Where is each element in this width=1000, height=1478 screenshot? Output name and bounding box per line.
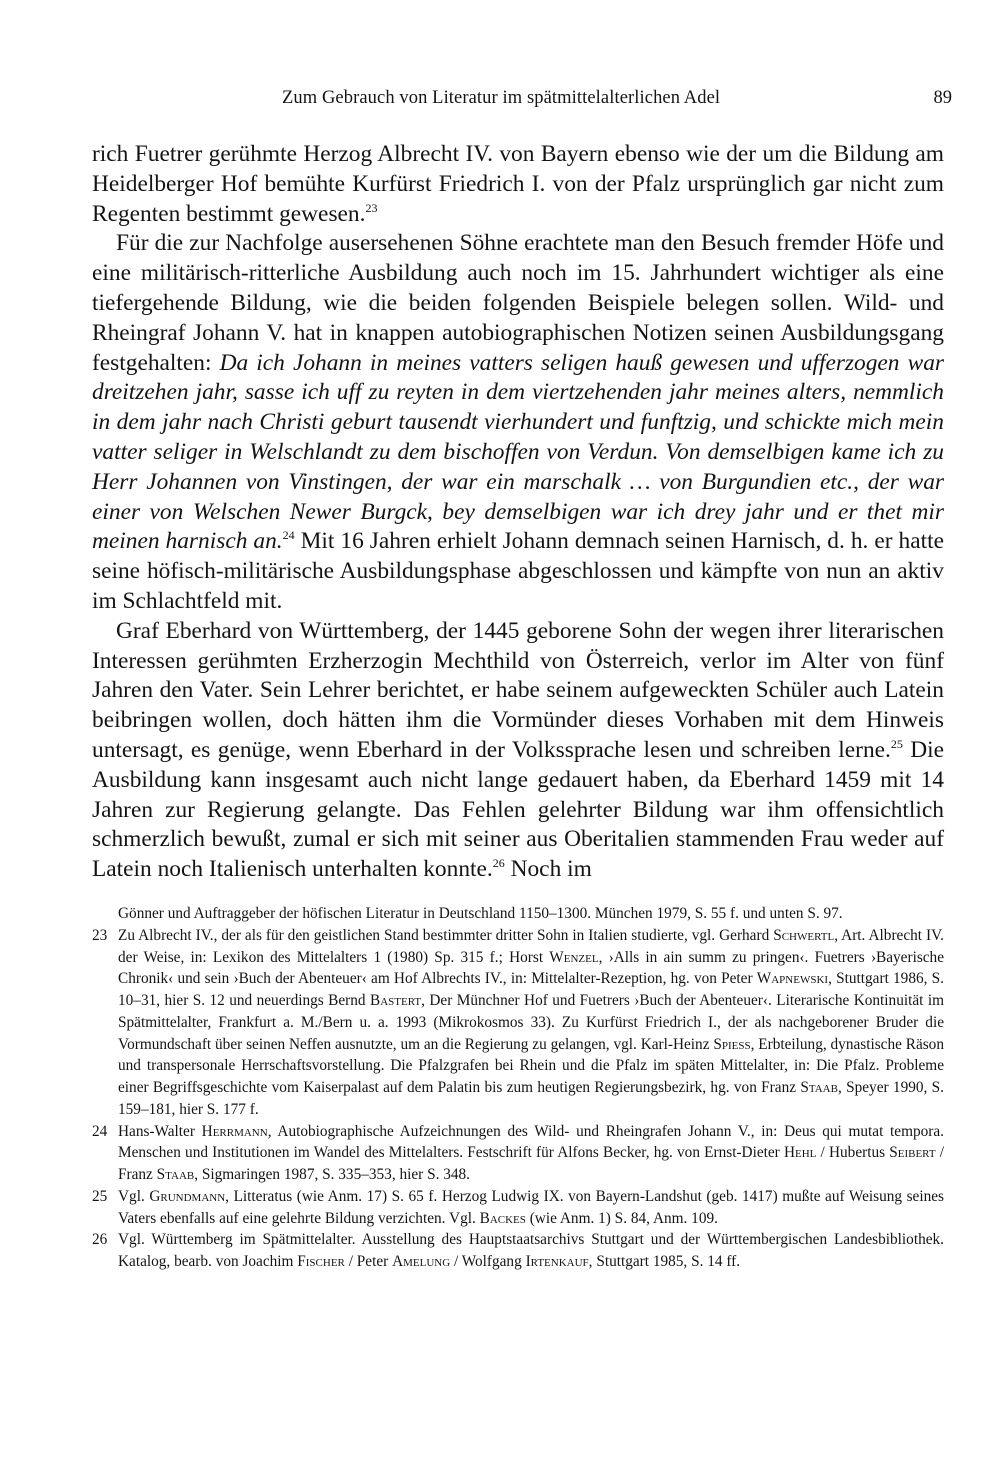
footnote-ref-25: 25: [890, 737, 903, 752]
footnote-text: Vgl. Württemberg im Spätmittelalter. Ausstellung des Hauptstaatsarchivs Stuttgart und der Württembergischen Landesbibliothek. Katalog, bearb. von Joachim Fischer / Peter Amelung / Wolfgang Irtenkauf, Stuttgart 1985, S. 14 ff.: [118, 1231, 944, 1270]
footnote-ref-24: 24: [282, 528, 295, 543]
paragraph-2-intro: Für die zur Nachfolge ausersehenen Söhne erachtete man den Besuch fremder Höfe und eine militärisch-ritterliche Ausbildung auch noch im 15. Jahrhundert wichtiger als eine tiefergehende Bildung, wie die beiden folgenden Beispiele belegen sollen. Wild- und Rheingraf Johann V. hat in knappen autobiographischen Notizen seinen Ausbildungsgang festgehalten:: [92, 230, 944, 376]
footnote-text: Hans-Walter Herrmann, Autobiographische Aufzeichnungen des Wild- und Rheingrafen Johann V., in: Deus qui mutat tempora. Menschen und Institutionen im Wandel des Mittelalters. Festschrift für Alfons Becker, hg. von Ernst-Dieter Hehl / Hubertus Seibert / Franz Staab, Sigmaringen 1987, S. 335–353, hier S. 348.: [118, 1122, 945, 1183]
author-name: Backes: [479, 1209, 526, 1227]
footnote-number: 25: [92, 1187, 108, 1205]
footnote-number: 24: [92, 1122, 108, 1140]
footnote-number: 23: [92, 926, 108, 944]
author-name: Amelung: [392, 1253, 451, 1270]
author-name: Herrmann: [201, 1122, 268, 1140]
footnote-25: [92, 1186, 944, 1230]
paragraph-1: [92, 140, 944, 229]
paragraph-3-part1: Graf Eberhard von Württemberg, der 1445 geborene Sohn der wegen ihrer literarischen Interessen gerühmten Erzherzogin Mechthild von Österreich, verlor im Alter von fünf Jahren den Vater. Sein Lehrer berichtet, er habe seinem aufgeweckten Schüler auch Latein beibringen wollen, doch hätten ihm die Vormünder dieses Vorhaben mit dem Hinweis untersagt, es genüge, wenn Eberhard in der Volkssprache lesen und schreiben lerne.: [92, 617, 944, 763]
footnote-ref-26: 26: [492, 856, 505, 871]
author-name: Grundmann: [149, 1187, 226, 1205]
footnote-24: [92, 1121, 944, 1186]
johann-quote: Da ich Johann in meines vatters seligen hauß gewesen und ufferzogen war dreitzehen jahr, sasse ich uff zu reyten in dem viertzehenden jahr meines alters, nemmlich in dem jahr nach Christi geburt tausendt vierhundert und funftzig, und schickte mich mein vatter seliger in Welschlandt zu dem bischoffen von Verdun. Von demselbigen kame ich zu Herr Johannen von Vinstingen, der war ein marschalk … von Burgundien etc., der war einer von Welschen Newer Burgck, bey demselbigen war ich drey jahr und er thet mir meinen harnisch an.: [92, 349, 944, 555]
author-name: Schwertl: [773, 926, 835, 944]
running-title: Zum Gebrauch von Literatur im spätmittelalterlichen Adel: [282, 88, 721, 108]
author-name: Wenzel: [549, 948, 599, 966]
author-name: Bastert: [370, 992, 422, 1009]
author-name: Staab: [156, 1166, 195, 1183]
paragraph-1-text: rich Fuetrer gerühmte Herzog Albrecht IV. von Bayern ebenso wie der um die Bildung am Heidelberger Hof bemühte Kurfürst Friedrich I. von der Pfalz ursprünglich gar nicht zum Regenten bestimmt gewesen.: [92, 141, 944, 227]
paragraph-3-part2: Die Ausbildung kann insgesamt auch nicht lange gedauert haben, da Eberhard 1459 mit 14 Jahren zur Regierung gelangte. Das Fehlen gelehrter Bildung war ihm offensichtlich schmerzlich bewußt, zumal er sich mit seiner aus Oberitalien stammenden Frau weder auf Latein noch Italienisch unterhalten konnte.: [92, 736, 945, 883]
author-name: Fischer: [297, 1253, 345, 1270]
author-name: Spiess: [713, 1035, 751, 1053]
footnote-text: Vgl. Grundmann, Litteratus (wie Anm. 17) S. 65 f. Herzog Ludwig IX. von Bayern-Landshut (geb. 1417) mußte auf Weisung seines Vaters ebenfalls auf eine gelehrte Bildung verzichten. Vgl. Backes (wie Anm. 1) S. 84, Anm. 109.: [118, 1187, 944, 1227]
footnote-23: [92, 925, 944, 1121]
footnote-text: Zu Albrecht IV., der als für den geistlichen Stand bestimmter dritter Sohn in Italien studierte, vgl. Gerhard Schwertl, Art. Albrecht IV. der Weise, in: Lexikon des Mittelalters 1 (1980) Sp. 315 f.; Horst Wenzel, ›Alls in ain summ zu pringen‹. Fuetrers ›Bayerische Chronik‹ und sein ›Buch der Abenteuer‹ am Hof Albrechts IV., in: Mittelalter-Rezeption, hg. von Peter Wapnewski, Stuttgart 1986, S. 10–31, hier S. 12 und neuerdings Bernd Bastert, Der Münchner Hof und Fuetrers ›Buch der Abenteuer‹. Literarische Kontinuität im Spätmittelalter, Frankfurt a. M./Bern u. a. 1993 (Mikrokosmos 33). Zu Kurfürst Friedrich I., der als nachgeborener Bruder die Vormundschaft über seinen Neffen ausnutzte, um an die Regierung zu gelangen, vgl. Karl-Heinz Spiess, Erbteilung, dynastische Räson und transpersonale Herrschaftsvorstellung. Die Pfalzgrafen bei Rhein und die Pfalz im späten Mittelalter, in: Die Pfalz. Probleme einer Begriffsgeschichte vom Kaiserpalast auf dem Palatin bis zum heutigen Regierungsbezirk, hg. von Franz Staab, Speyer 1990, S. 159–181, hier S. 177 f.: [118, 926, 945, 1118]
footnote-26: [92, 1229, 944, 1273]
author-name: Wapnewski: [756, 970, 829, 988]
paragraph-3: [92, 617, 944, 885]
paragraph-3-part3: Noch im: [504, 856, 592, 883]
footnote-continuation: Gönner und Auftraggeber der höfischen Literatur in Deutschland 1150–1300. München 1979, S. 55 f. und unten S. 97.: [118, 905, 843, 922]
footnote-number: 26: [92, 1231, 108, 1249]
author-name: Irtenkauf: [525, 1253, 589, 1270]
running-header: [92, 88, 962, 116]
paragraph-2: [92, 229, 944, 616]
author-name: Seibert: [889, 1144, 936, 1162]
footnotes: [92, 903, 944, 1273]
author-name: Hehl: [783, 1144, 817, 1162]
main-text: [92, 140, 944, 885]
footnote-ref-23: 23: [365, 200, 378, 215]
page-number: 89: [933, 88, 952, 108]
author-name: Staab: [800, 1079, 838, 1096]
paragraph-2-outro: Mit 16 Jahren erhielt Johann demnach seinen Harnisch, d. h. er hatte seine höfisch-militärische Ausbildungsphase abgeschlossen und kämpfte von nun an aktiv im Schlachtfeld mit.: [92, 528, 944, 614]
